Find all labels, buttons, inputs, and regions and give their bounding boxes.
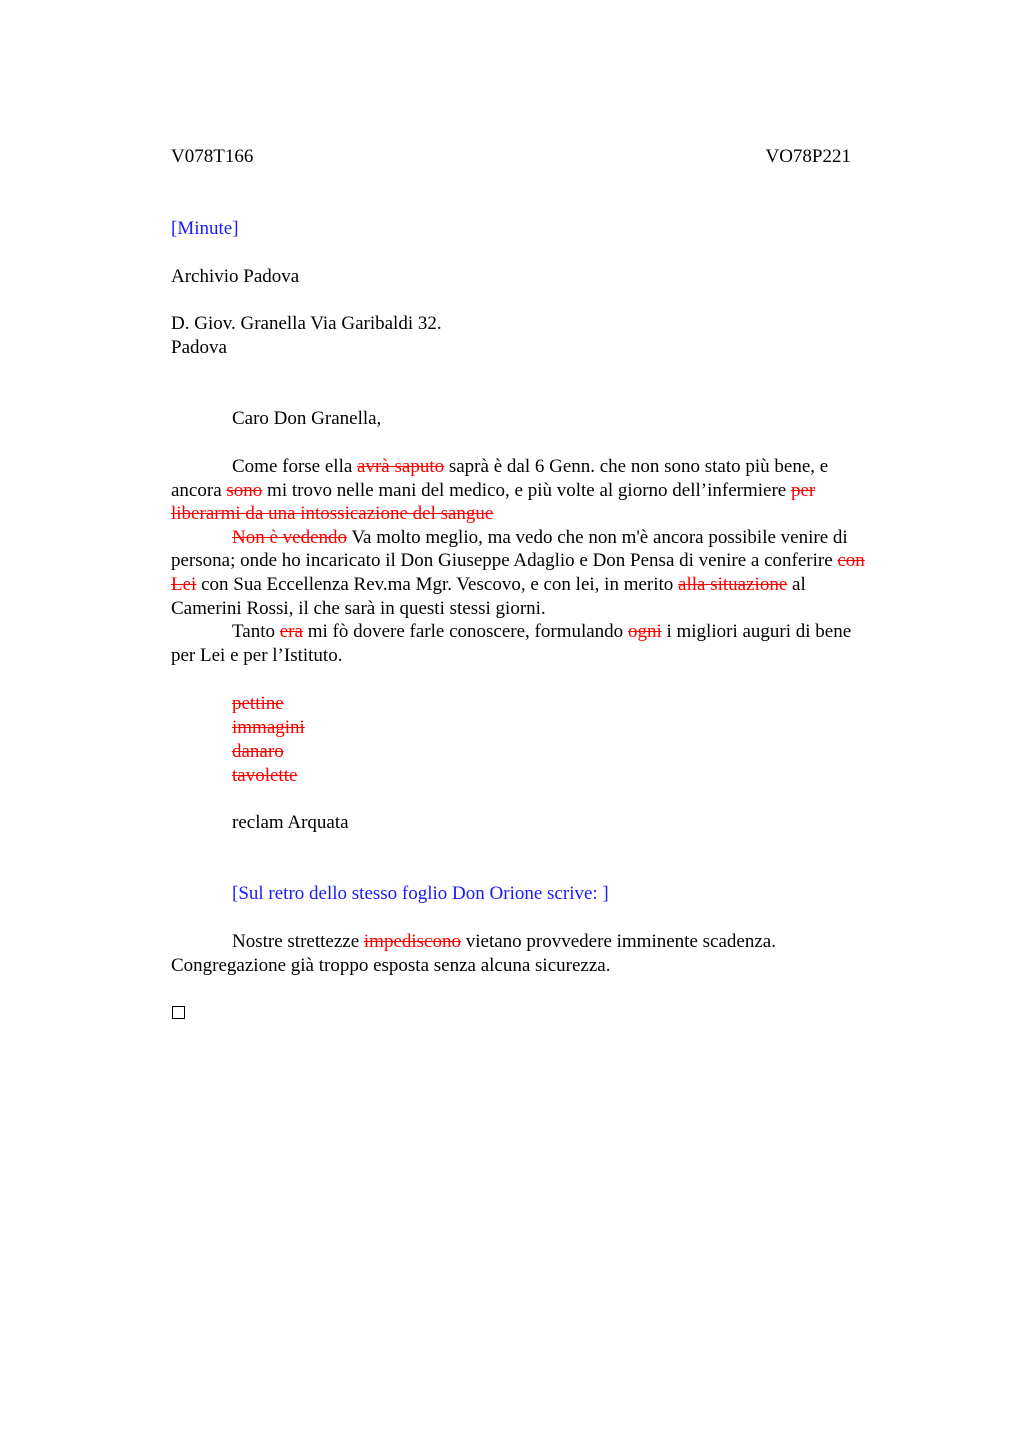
body-line: liberarmi da una intossicazione del sangue <box>171 503 494 525</box>
retro-note: [Sul retro dello stesso foglio Don Orione scrive: ] <box>232 883 609 904</box>
body-line: ancora sono mi trovo nelle mani del medico, e più volte al giorno dell’infermiere per <box>171 479 816 501</box>
reclam-line: reclam Arquata <box>232 812 349 833</box>
archive-line: Archivio Padova <box>171 266 300 287</box>
salutation: Caro Don Granella, <box>232 408 382 429</box>
body-line: Camerini Rossi, il che sarà in questi stessi giorni. <box>171 597 546 619</box>
minute-label: [Minute] <box>171 218 239 239</box>
body-line: Tanto era mi fò dovere farle conoscere, formulando ogni i migliori auguri di bene <box>232 621 852 643</box>
end-marker-box <box>172 1006 185 1019</box>
right-reference-code: VO78P221 <box>765 146 851 167</box>
body-line: Come forse ella avrà saputo saprà è dal 6 Genn. che non sono stato più bene, e <box>232 456 829 477</box>
body-line: per Lei e per l’Istituto. <box>171 644 343 666</box>
address-block <box>171 312 442 360</box>
retro-body <box>171 930 931 977</box>
address-line-2: Padova <box>171 337 227 358</box>
letter-body <box>171 455 931 667</box>
deleted-list-item: immagini <box>232 717 305 738</box>
deleted-list-item: danaro <box>232 741 284 762</box>
retro-line: Congregazione già troppo esposta senza alcuna sicurezza. <box>171 954 611 976</box>
deleted-list-item: pettine <box>232 693 284 714</box>
retro-line: Nostre strettezze impediscono vietano provvedere imminente scadenza. <box>232 931 776 952</box>
body-line: persona; onde ho incaricato il Don Giuseppe Adaglio e Don Pensa di venire a conferire con <box>171 550 865 572</box>
deleted-list-item: tavolette <box>232 765 298 786</box>
left-reference-code: V078T166 <box>171 146 254 167</box>
address-line-1: D. Giov. Granella Via Garibaldi 32. <box>171 313 442 334</box>
body-line: Lei con Sua Eccellenza Rev.ma Mgr. Vescovo, e con lei, in merito alla situazione al <box>171 573 806 595</box>
body-line: Non è vedendo Va molto meglio, ma vedo che non m'è ancora possibile venire di <box>232 526 848 548</box>
deleted-list <box>171 692 305 788</box>
